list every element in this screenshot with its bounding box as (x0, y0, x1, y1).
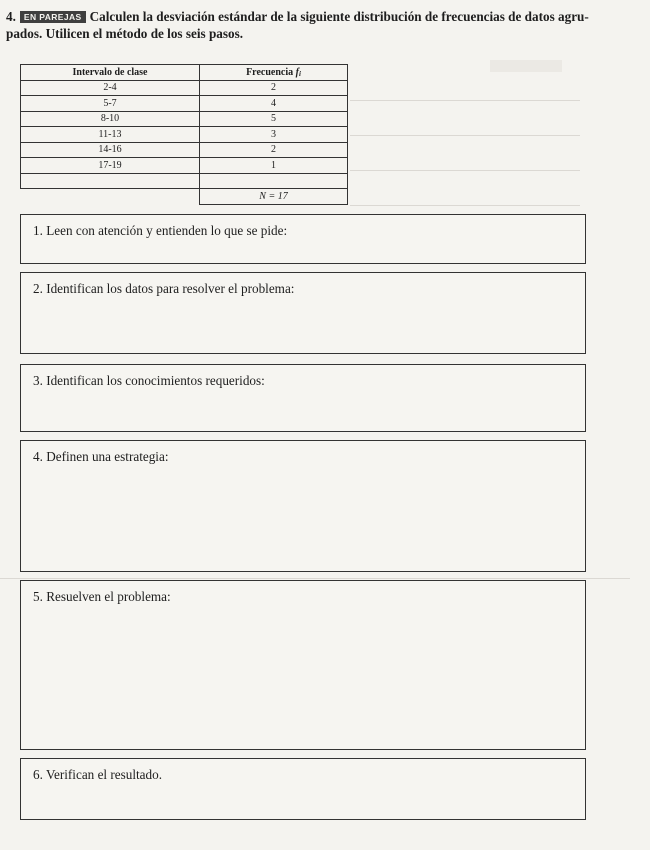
frequency-header: Frecuencia fi (200, 65, 348, 81)
frequency-cell: 5 (200, 111, 348, 127)
step-6-label: 6. Verifican el resultado. (33, 767, 163, 782)
table-row (21, 158, 348, 174)
bleed-through (0, 578, 630, 579)
step-2-label: 2. Identifican los datos para resolver el problema: (33, 281, 295, 296)
problem-number: 4. (6, 9, 16, 24)
step-4-label: 4. Definen una estrategia: (33, 449, 169, 464)
interval-cell: 8-10 (21, 111, 200, 127)
bleed-through (350, 100, 580, 101)
table-header-row (21, 65, 348, 81)
table-row (21, 80, 348, 96)
frequency-cell-empty (200, 173, 348, 189)
problem-instruction-cont: pados. Utilicen el método de los seis pasos. (6, 26, 244, 41)
frequency-cell: 3 (200, 127, 348, 143)
table-row (21, 96, 348, 112)
table-row (21, 142, 348, 158)
total-spacer (21, 189, 200, 205)
step-4-box[interactable] (20, 440, 586, 572)
interval-cell: 5-7 (21, 96, 200, 112)
frequency-cell: 2 (200, 80, 348, 96)
bleed-through (350, 170, 580, 171)
bleed-through (350, 205, 580, 206)
step-1-box[interactable] (20, 214, 586, 264)
interval-header: Intervalo de clase (21, 65, 200, 81)
pairs-badge: EN PAREJAS (20, 11, 86, 23)
interval-cell-empty (21, 173, 200, 189)
total-cell: N = 17 (200, 189, 348, 205)
frequency-cell: 1 (200, 158, 348, 174)
problem-header (6, 8, 636, 42)
step-3-box[interactable] (20, 364, 586, 432)
interval-cell: 17-19 (21, 158, 200, 174)
frequency-table (20, 64, 348, 205)
step-2-box[interactable] (20, 272, 586, 354)
table-row (21, 111, 348, 127)
table-row (21, 127, 348, 143)
interval-cell: 2-4 (21, 80, 200, 96)
step-5-box[interactable] (20, 580, 586, 750)
problem-instruction: Calculen la desviación estándar de la siguiente distribución de frecuencias de datos agru- (89, 9, 589, 24)
frequency-cell: 2 (200, 142, 348, 158)
step-5-label: 5. Resuelven el problema: (33, 589, 171, 604)
bleed-through (490, 60, 562, 72)
frequency-cell: 4 (200, 96, 348, 112)
interval-cell: 14-16 (21, 142, 200, 158)
step-6-box[interactable] (20, 758, 586, 820)
bleed-through (350, 135, 580, 136)
step-3-label: 3. Identifican los conocimientos requeridos: (33, 373, 265, 388)
table-row (21, 173, 348, 189)
table-total-row (21, 189, 348, 205)
interval-cell: 11-13 (21, 127, 200, 143)
step-1-label: 1. Leen con atención y entienden lo que se pide: (33, 223, 288, 238)
frequency-header-label: Frecuencia (246, 66, 294, 78)
